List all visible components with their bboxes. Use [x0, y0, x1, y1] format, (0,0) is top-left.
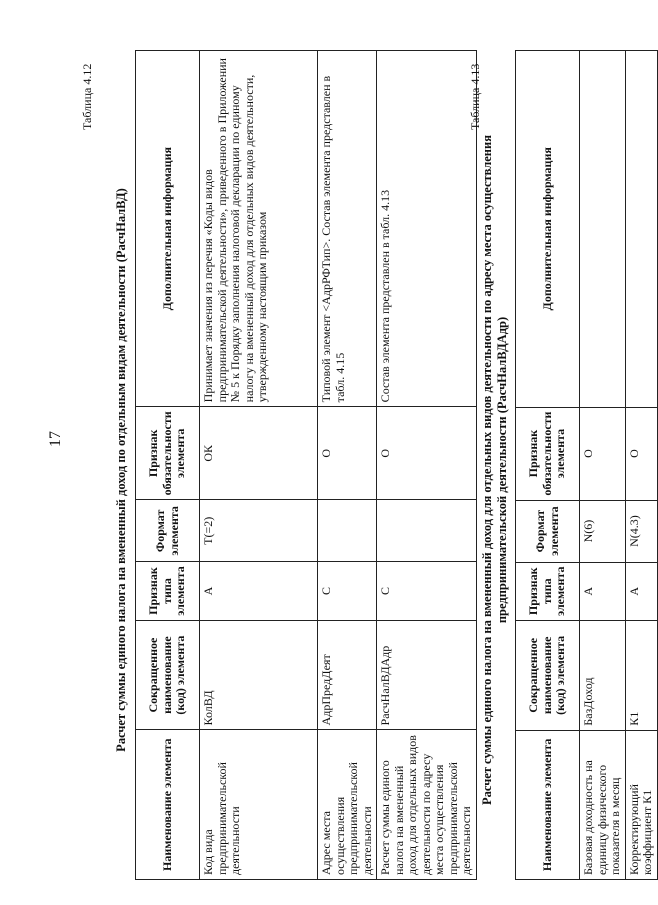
- table-caption: Расчет суммы единого налога на вмененный доход для отдельных видов деятельности по адресу места осуществления предпринимательской деятельности (РасчНалВДАдр): [480, 135, 509, 805]
- table-cell: А: [625, 562, 657, 620]
- column-header: Формат элемента: [136, 500, 200, 562]
- data-table: [135, 50, 477, 880]
- table-row: [377, 51, 477, 880]
- table-cell: [625, 51, 657, 408]
- page-number: 17: [47, 431, 64, 447]
- column-header: Признак обязательности элемента: [516, 407, 580, 500]
- table-cell: Типовой элемент <АдрРФТип>. Состав элемента представлен в табл. 4.15: [318, 51, 377, 407]
- column-header: Дополнительная информация: [136, 51, 200, 407]
- table-caption: Расчет суммы единого налога на вмененный доход по отдельным видам деятельности (РасчНалВД): [114, 188, 128, 752]
- table-cell: С: [318, 562, 377, 620]
- column-header: Дополнительная информация: [516, 51, 580, 408]
- table-cell: АдрПредДеят: [318, 620, 377, 730]
- table-row: [200, 51, 318, 880]
- table-cell: ОК: [200, 407, 318, 500]
- rotated-page-content: [80, 40, 654, 900]
- table-cell: КолВД: [200, 620, 318, 730]
- table-label: Таблица 4.12: [80, 63, 94, 130]
- table-cell: Принимает значения из перечня «Коды видов предпринимательской деятельности», приведенного в Приложении № 5 к Порядку заполнения налоговой декларации по единому налогу на вмененный доход для отдельных видов деятельности, утвержденному настоящим приказом: [200, 51, 318, 407]
- table-cell: N(4.3): [625, 500, 657, 562]
- column-header: Признак обязательности элемента: [136, 407, 200, 500]
- table-cell: N(6): [580, 500, 626, 562]
- table-cell: Состав элемента представлен в табл. 4.13: [377, 51, 477, 407]
- column-header: Признак типа элемента: [516, 562, 580, 620]
- table-cell: Код вида предпринимательской деятельности: [200, 730, 318, 880]
- column-header: Наименование элемента: [516, 730, 580, 879]
- table-row: [580, 51, 626, 880]
- table-cell: А: [580, 562, 626, 620]
- table-cell: О: [377, 407, 477, 500]
- column-header: Сокращенное наименование (код) элемента: [516, 621, 580, 731]
- table-cell: Адрес места осуществления предпринимательской деятельности: [318, 730, 377, 880]
- column-header: Признак типа элемента: [136, 562, 200, 620]
- table-cell: [318, 500, 377, 562]
- table-row: [625, 51, 657, 880]
- table-cell: [377, 500, 477, 562]
- table-cell: Корректирующий коэффициент К1: [625, 730, 657, 879]
- table-cell: О: [580, 407, 626, 500]
- table-cell: С: [377, 562, 477, 620]
- table-cell: Расчет суммы единого налога на вмененный доход для отдельных видов деятельности по адресу места осуществления предпринимательской деятельности: [377, 730, 477, 880]
- table-cell: А: [200, 562, 318, 620]
- table-row: [318, 51, 377, 880]
- table-cell: БазДоход: [580, 621, 626, 731]
- table-cell: [580, 51, 626, 408]
- table-cell: РасчНалВДАдр: [377, 620, 477, 730]
- table-label: Таблица 4.13: [468, 63, 482, 130]
- table-cell: К1: [625, 621, 657, 731]
- column-header: Сокращенное наименование (код) элемента: [136, 620, 200, 730]
- table-cell: О: [625, 407, 657, 500]
- table-cell: T(=2): [200, 500, 318, 562]
- column-header: Наименование элемента: [136, 730, 200, 880]
- column-header: Формат элемента: [516, 500, 580, 562]
- data-table: [515, 50, 658, 880]
- table-cell: О: [318, 407, 377, 500]
- table-cell: Базовая доходность на единицу физического показателя в месяц: [580, 730, 626, 879]
